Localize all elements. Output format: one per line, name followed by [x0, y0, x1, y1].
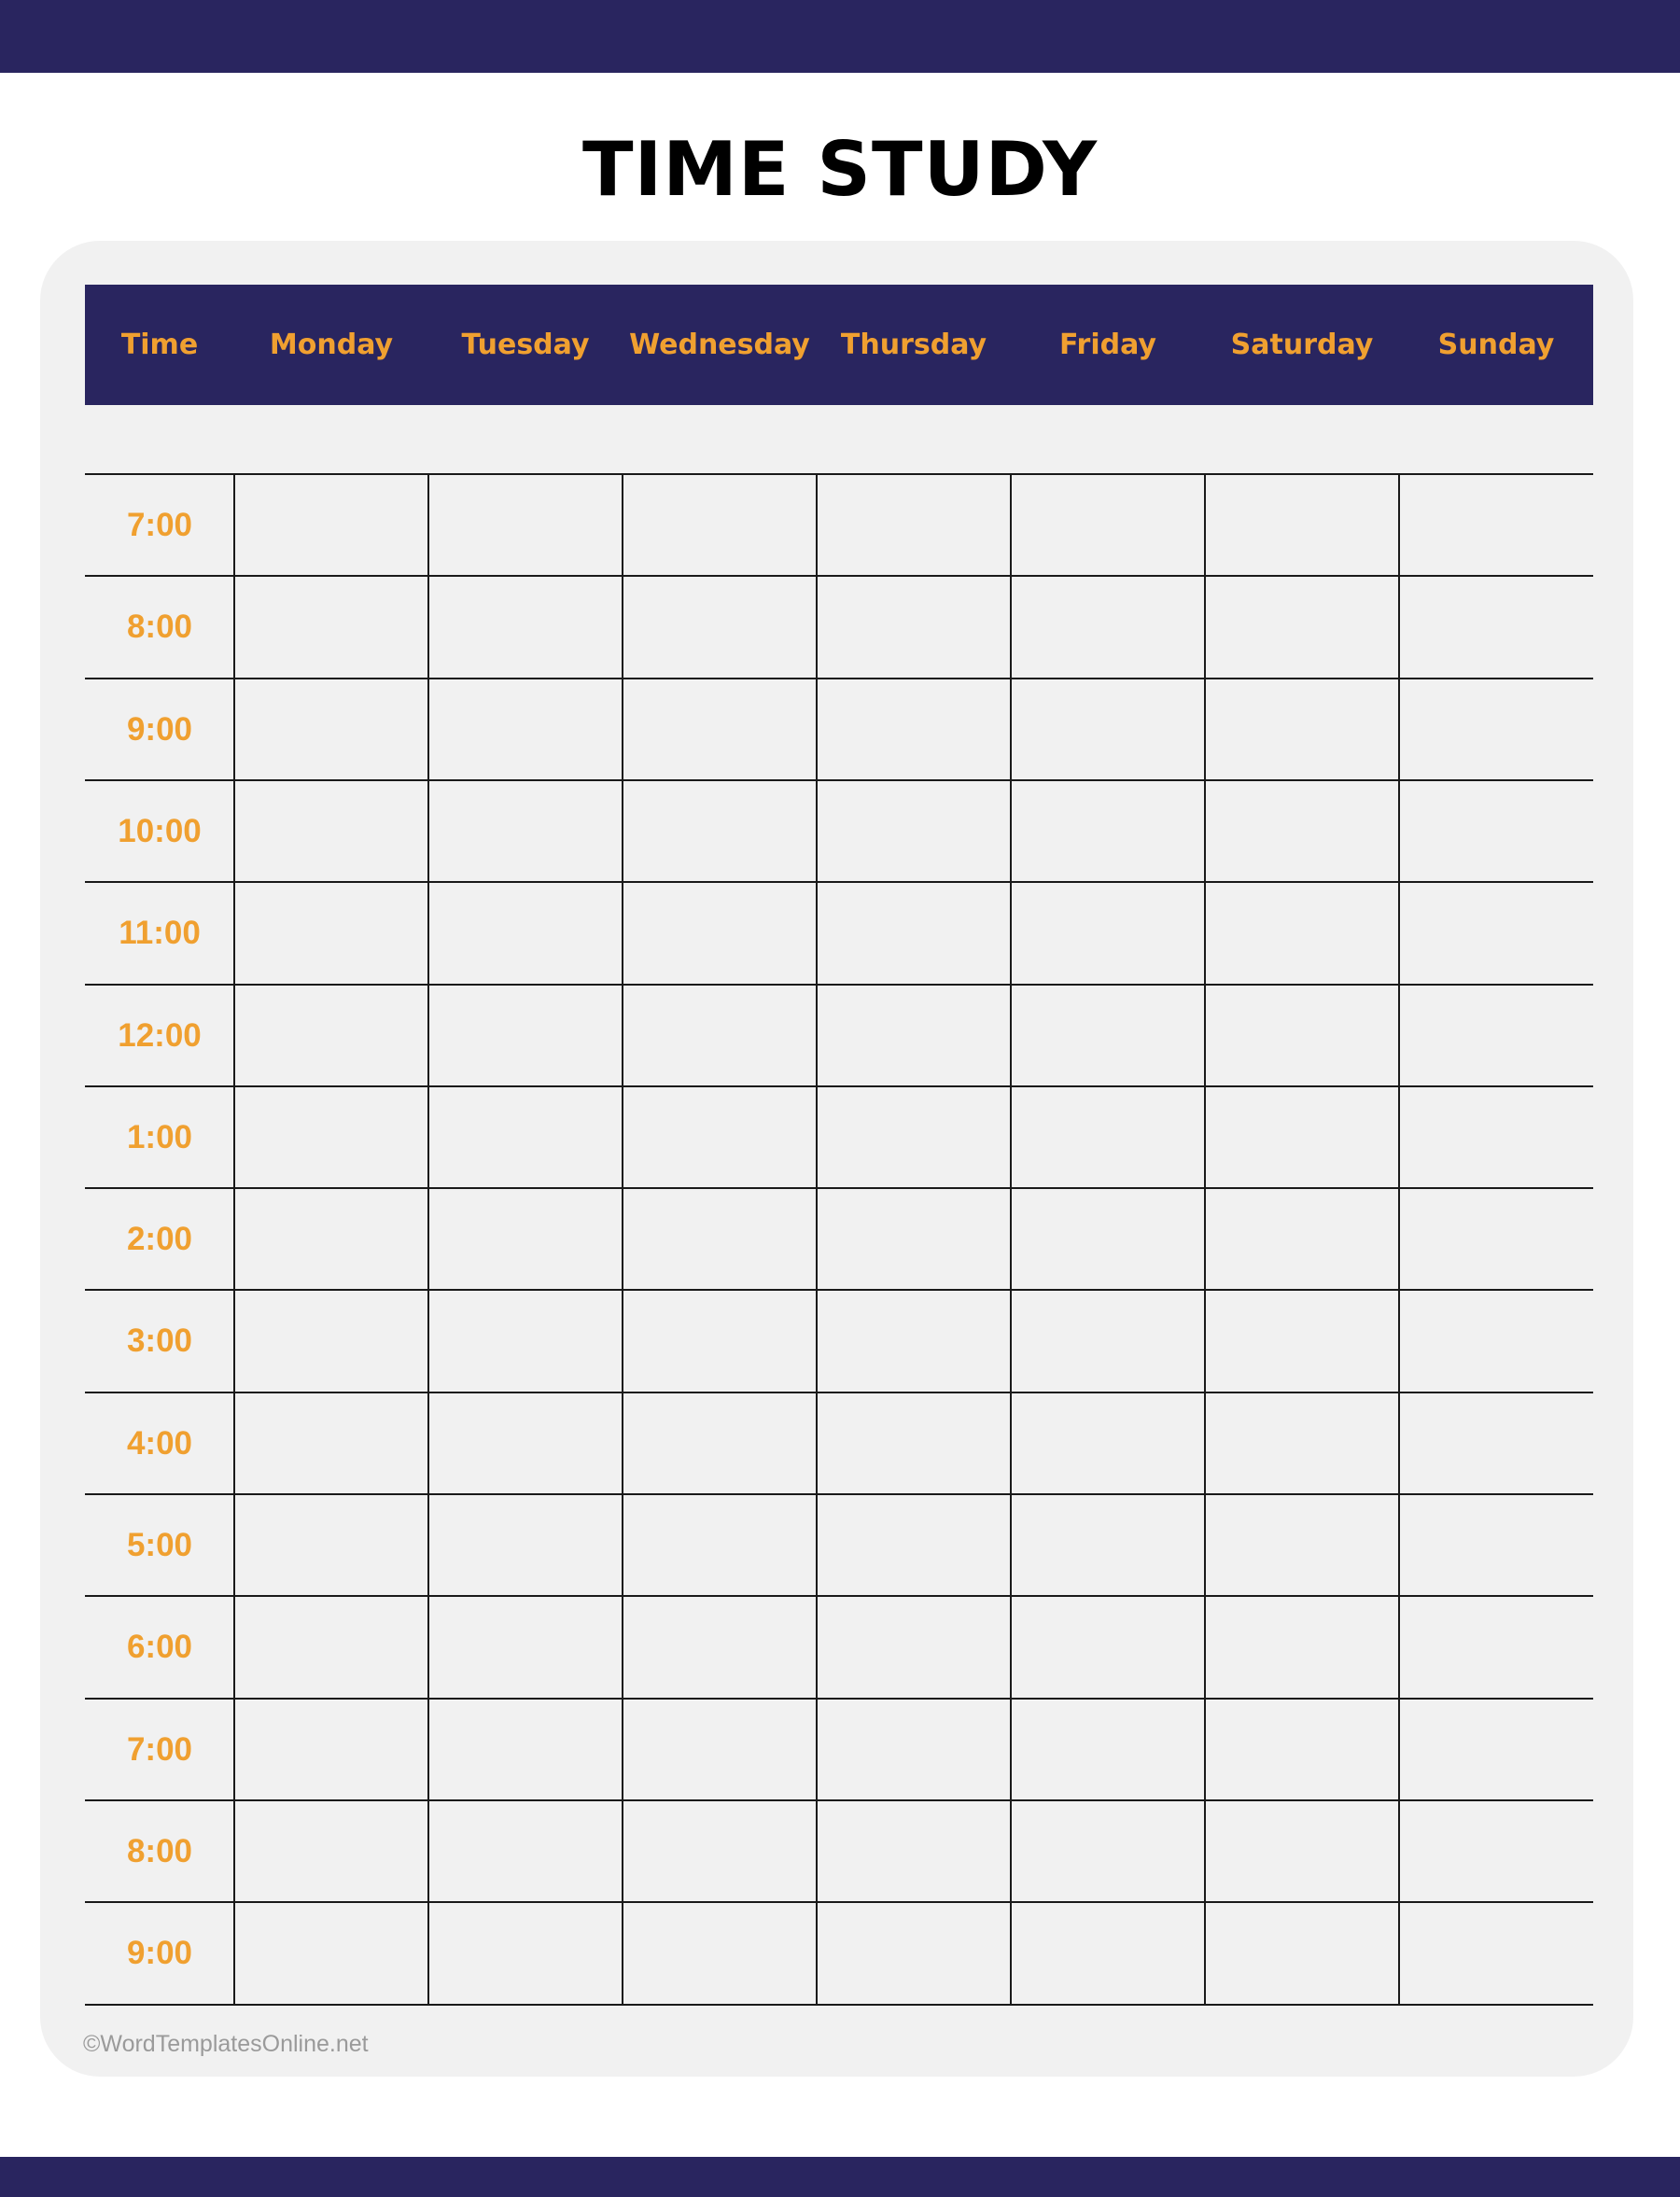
cell-sunday[interactable] [1400, 1393, 1592, 1493]
cell-wednesday[interactable] [623, 883, 816, 983]
cell-thursday[interactable] [818, 1903, 1010, 2003]
cell-saturday[interactable] [1206, 883, 1398, 983]
cell-tuesday[interactable] [429, 1700, 622, 1799]
cell-wednesday[interactable] [623, 986, 816, 1085]
cell-sunday[interactable] [1400, 1189, 1592, 1289]
time-label: 3:00 [126, 1322, 193, 1359]
cell-monday[interactable] [235, 475, 427, 575]
cell-sunday[interactable] [1400, 679, 1592, 779]
cell-friday[interactable] [1012, 781, 1204, 881]
cell-sunday[interactable] [1400, 1495, 1592, 1595]
cell-tuesday[interactable] [429, 679, 622, 779]
time-label: 1:00 [126, 1119, 193, 1155]
cell-wednesday[interactable] [623, 1495, 816, 1595]
cell-saturday[interactable] [1206, 986, 1398, 1085]
cell-sunday[interactable] [1400, 1597, 1592, 1697]
cell-thursday[interactable] [818, 883, 1010, 983]
time-label: 9:00 [126, 711, 193, 748]
cell-thursday[interactable] [818, 1801, 1010, 1901]
cell-saturday[interactable] [1206, 781, 1398, 881]
cell-tuesday[interactable] [429, 1291, 622, 1391]
cell-friday[interactable] [1012, 1700, 1204, 1799]
cell-monday[interactable] [235, 679, 427, 779]
cell-friday[interactable] [1012, 883, 1204, 983]
cell-thursday[interactable] [818, 1291, 1010, 1391]
cell-saturday[interactable] [1206, 1801, 1398, 1901]
cell-wednesday[interactable] [623, 679, 816, 779]
cell-friday[interactable] [1012, 1801, 1204, 1901]
page-title: TIME STUDY [581, 126, 1099, 213]
cell-sunday[interactable] [1400, 883, 1592, 983]
cell-sunday[interactable] [1400, 475, 1592, 575]
cell-thursday[interactable] [818, 1597, 1010, 1697]
cell-tuesday[interactable] [429, 1801, 622, 1901]
header-sunday: Sunday [1437, 329, 1555, 361]
cell-tuesday[interactable] [429, 475, 622, 575]
bottom-band [0, 2157, 1680, 2197]
cell-saturday[interactable] [1206, 475, 1398, 575]
cell-friday[interactable] [1012, 1087, 1204, 1187]
time-label: 10:00 [118, 813, 202, 849]
cell-thursday[interactable] [818, 1393, 1010, 1493]
cell-tuesday[interactable] [429, 1393, 622, 1493]
cell-saturday[interactable] [1206, 1087, 1398, 1187]
cell-wednesday[interactable] [623, 1903, 816, 2003]
cell-thursday[interactable] [818, 781, 1010, 881]
time-label: 7:00 [126, 507, 193, 543]
row-divider [85, 2004, 1593, 2006]
time-label: 9:00 [126, 1935, 193, 1971]
cell-saturday[interactable] [1206, 1495, 1398, 1595]
cell-sunday[interactable] [1400, 986, 1592, 1085]
cell-wednesday[interactable] [623, 781, 816, 881]
cell-saturday[interactable] [1206, 577, 1398, 677]
cell-saturday[interactable] [1206, 1597, 1398, 1697]
cell-saturday[interactable] [1206, 1291, 1398, 1391]
cell-sunday[interactable] [1400, 1087, 1592, 1187]
header-friday: Friday [1058, 329, 1156, 361]
cell-tuesday[interactable] [429, 986, 622, 1085]
cell-wednesday[interactable] [623, 577, 816, 677]
cell-saturday[interactable] [1206, 1393, 1398, 1493]
cell-monday[interactable] [235, 883, 427, 983]
cell-sunday[interactable] [1400, 1903, 1592, 2003]
cell-friday[interactable] [1012, 679, 1204, 779]
header-saturday: Saturday [1230, 329, 1374, 361]
cell-saturday[interactable] [1206, 1903, 1398, 2003]
cell-wednesday[interactable] [623, 1087, 816, 1187]
cell-monday[interactable] [235, 1495, 427, 1595]
table-header [85, 285, 1593, 405]
cell-wednesday[interactable] [623, 475, 816, 575]
cell-tuesday[interactable] [429, 883, 622, 983]
header-monday: Monday [269, 329, 394, 361]
cell-monday[interactable] [235, 1393, 427, 1493]
cell-friday[interactable] [1012, 1903, 1204, 2003]
cell-friday[interactable] [1012, 1495, 1204, 1595]
cell-tuesday[interactable] [429, 1189, 622, 1289]
time-label: 12:00 [118, 1017, 202, 1054]
cell-monday[interactable] [235, 577, 427, 677]
time-label: 2:00 [126, 1221, 193, 1257]
cell-tuesday[interactable] [429, 577, 622, 677]
cell-monday[interactable] [235, 1700, 427, 1799]
cell-saturday[interactable] [1206, 679, 1398, 779]
cell-saturday[interactable] [1206, 1189, 1398, 1289]
cell-monday[interactable] [235, 1597, 427, 1697]
cell-monday[interactable] [235, 986, 427, 1085]
cell-wednesday[interactable] [623, 1189, 816, 1289]
footer-credit: ©WordTemplatesOnline.net [83, 2031, 369, 2057]
time-label: 8:00 [126, 1833, 193, 1869]
cell-sunday[interactable] [1400, 577, 1592, 677]
cell-monday[interactable] [235, 781, 427, 881]
cell-friday[interactable] [1012, 1189, 1204, 1289]
cell-tuesday[interactable] [429, 1087, 622, 1187]
cell-thursday[interactable] [818, 679, 1010, 779]
time-label: 8:00 [126, 609, 193, 645]
cell-thursday[interactable] [818, 986, 1010, 1085]
cell-thursday[interactable] [818, 475, 1010, 575]
cell-thursday[interactable] [818, 1189, 1010, 1289]
cell-sunday[interactable] [1400, 781, 1592, 881]
cell-wednesday[interactable] [623, 1801, 816, 1901]
cell-sunday[interactable] [1400, 1700, 1592, 1799]
cell-thursday[interactable] [818, 1700, 1010, 1799]
cell-thursday[interactable] [818, 1495, 1010, 1595]
cell-friday[interactable] [1012, 1597, 1204, 1697]
header-wednesday: Wednesday [629, 329, 810, 361]
cell-monday[interactable] [235, 1087, 427, 1187]
header-tuesday: Tuesday [461, 329, 590, 361]
cell-friday[interactable] [1012, 1291, 1204, 1391]
header-thursday: Thursday [840, 329, 987, 361]
cell-friday[interactable] [1012, 1393, 1204, 1493]
cell-tuesday[interactable] [429, 1903, 622, 2003]
cell-monday[interactable] [235, 1801, 427, 1901]
cell-wednesday[interactable] [623, 1700, 816, 1799]
cell-wednesday[interactable] [623, 1393, 816, 1493]
time-label: 6:00 [126, 1629, 193, 1665]
cell-tuesday[interactable] [429, 1495, 622, 1595]
cell-monday[interactable] [235, 1189, 427, 1289]
cell-thursday[interactable] [818, 577, 1010, 677]
header-time: Time [120, 329, 199, 361]
cell-thursday[interactable] [818, 1087, 1010, 1187]
cell-wednesday[interactable] [623, 1597, 816, 1697]
schedule-grid [85, 474, 1593, 2005]
cell-friday[interactable] [1012, 986, 1204, 1085]
top-band [0, 0, 1680, 73]
time-label: 5:00 [126, 1527, 193, 1563]
time-label: 7:00 [126, 1731, 193, 1768]
cell-tuesday[interactable] [429, 1597, 622, 1697]
cell-friday[interactable] [1012, 577, 1204, 677]
cell-sunday[interactable] [1400, 1801, 1592, 1901]
cell-monday[interactable] [235, 1903, 427, 2003]
time-label: 4:00 [126, 1425, 193, 1462]
cell-tuesday[interactable] [429, 781, 622, 881]
cell-sunday[interactable] [1400, 1291, 1592, 1391]
cell-monday[interactable] [235, 1291, 427, 1391]
cell-saturday[interactable] [1206, 1700, 1398, 1799]
cell-friday[interactable] [1012, 475, 1204, 575]
cell-wednesday[interactable] [623, 1291, 816, 1391]
time-label: 11:00 [119, 915, 201, 951]
